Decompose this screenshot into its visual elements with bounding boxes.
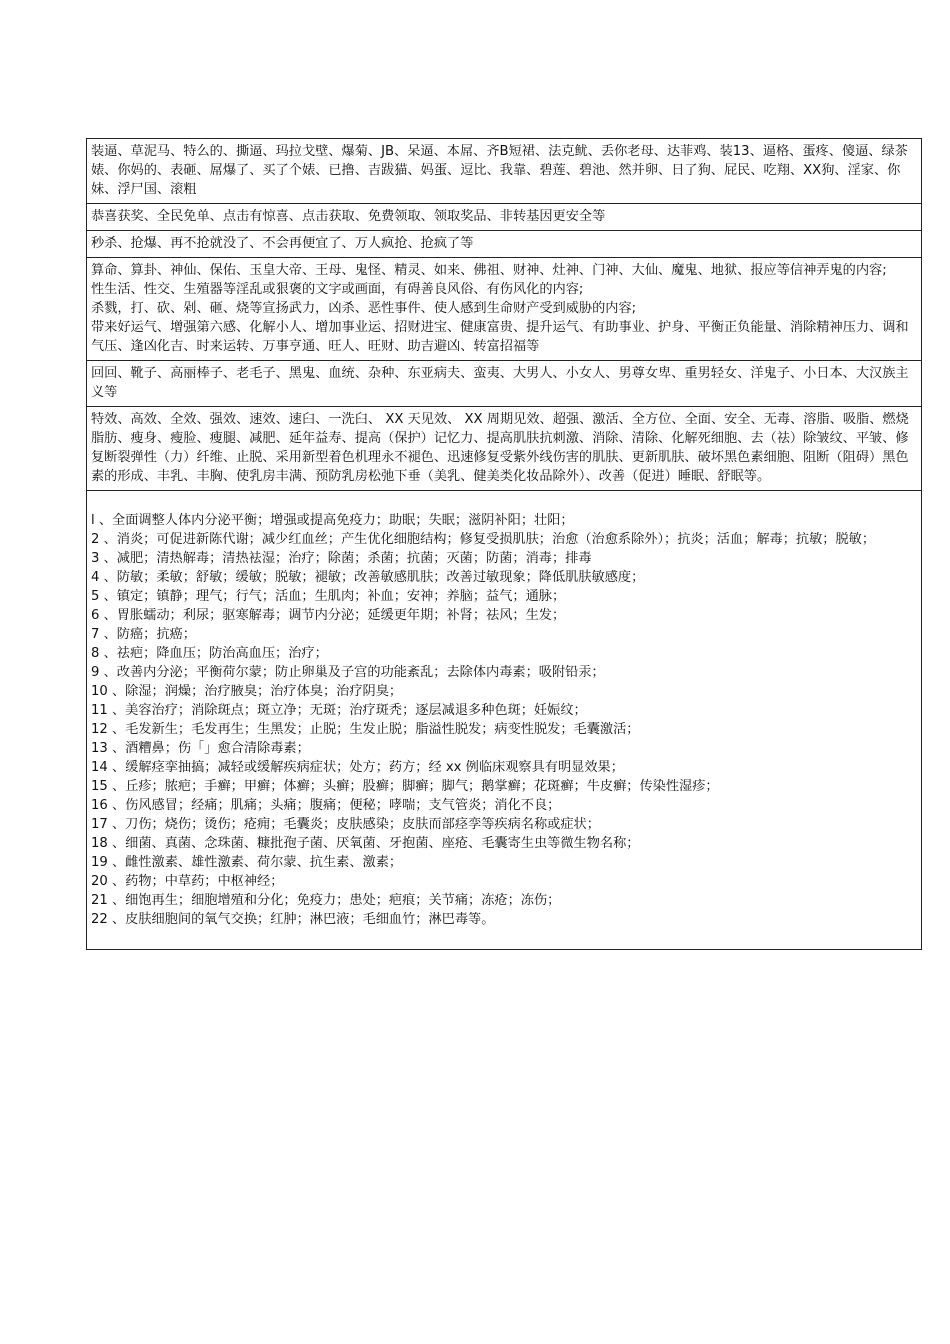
- row-text: 杀戮，打、砍、剁、砸、烧等宣扬武力，凶杀、恶性事件、使人感到生命财产受到威胁的内容;: [91, 301, 637, 316]
- row-text: 16 、伤风感冒；经痛；肌痛；头痛；腹痛；便秘；哮喘；支气管炎；消化不良；: [91, 798, 561, 813]
- table-row: [87, 407, 921, 491]
- row-text: 性生活、性交、生殖器等淫乱或狠褒的文字或画面，有碍善良风俗、有伤风化的内容;: [91, 282, 584, 297]
- row-text: 18 、细菌、真菌、念珠菌、糠批孢子菌、厌氧菌、牙抱菌、座疮、毛囊寄生虫等微生物名称；: [91, 836, 640, 851]
- table-row: [87, 361, 921, 407]
- row-text: 回回、靴子、高丽棒子、老毛子、黑鬼、血统、杂种、东亚病夫、蛮夷、大男人、小女人、男尊女卑、重男轻女、洋鬼子、小日本、大汉族主义等: [91, 366, 909, 400]
- row-text: 算命、算卦、神仙、保佑、玉皇大帝、王母、鬼怪、精灵、如来、佛祖、财神、灶神、门神、大仙、魔鬼、地狱、报应等信神弄鬼的内容;: [91, 263, 887, 278]
- row-text: 20 、药物；中草药；中枢神经；: [91, 874, 284, 889]
- row-text: 11 、美容治疗；消除斑点；斑立净；无斑；治疗斑秃；逐层减退多种色斑；妊娠纹；: [91, 703, 587, 718]
- row-text: 19 、雌性激素、雄性激素、荷尔蒙、抗生素、激素；: [91, 855, 403, 870]
- row-text: 14 、缓解痉挛抽搞；减轻或缓解疾病症状；处方；药方；经 xx 例临床观察具有明显效果；: [91, 760, 624, 775]
- row-text: 17 、刀伤；烧伤；烫伤；疮痈；毛囊炎；皮肤感染；皮肤而部痉孪等疾病名称或症状；: [91, 817, 600, 832]
- banned-words-table: [86, 138, 922, 950]
- table-row: [87, 231, 921, 258]
- row-text: 特效、高效、全效、强效、速效、速臼、一洗臼、 XX 天见效、 XX 周期见效、超强、激活、全方位、全面、安全、无毒、溶脂、吸脂、燃烧脂肪、瘦身、瘦脸、瘦腿、减肥、延年益寿、提高（保护）记忆力、提高肌肤抗刺激、消除、清除、化解死细胞、去（祛）除皱纹、平皱、修复断裂弹性（力）纤维、止脱、采用新型着色机理永不褪色、迅速修复受紫外线伤害的肌肤、更新肌肤、破坏黑色素细胞、阻断（阻碍）黑色素的形成、丰乳、丰胸、使乳房丰满、预防乳房松弛下垂（美乳、健美类化妆品除外）、改善（促进）睡眠、舒眠等。: [91, 412, 909, 484]
- row-text: 装逼、草泥马、特么的、撕逼、玛拉戈壁、爆菊、JB、呆逼、本屌、齐B短裙、法克鱿、丢你老母、达菲鸡、装13、逼格、蛋疼、傻逼、绿茶婊、你妈的、表砸、屌爆了、买了个婊、已撸、吉跋猫、妈蛋、逗比、我靠、碧莲、碧池、然并卵、日了狗、屁民、吃翔、XX狗、淫家、你妹、浮尸国、滚粗: [91, 144, 908, 197]
- row-text: 21 、细饱再生；细胞增殖和分化；免疫力；患处；疤痕；关节痛；冻疮；冻伤；: [91, 893, 561, 908]
- row-text: 3 、减肥；清热解毒；清热袪湿；治疗；除菌；杀菌；抗菌；灭菌；防菌；消毒；排毒: [91, 551, 592, 566]
- row-text: 22 、皮肤细胞间的氧气交换；红肿；淋巴液；毛细血竹；淋巴毒等。: [91, 912, 495, 927]
- row-text: 9 、改善内分泌；平衡荷尔蒙；防止卵巢及子宫的功能紊乱；去除体内毒素；吸附铅汞；: [91, 665, 605, 680]
- row-text: 7 、防癌；抗癌；: [91, 627, 196, 642]
- row-text: 8 、祛疤；降血压；防治高血压；治疗；: [91, 646, 328, 661]
- row-text: 12 、毛发新生；毛发再生；生黑发；止脱；生发止脱；脂溢性脱发；病变性脱发；毛囊激活；: [91, 722, 640, 737]
- row-text: 恭喜获奖、全民免单、点击有惊喜、点击获取、免费领取、领取奖品、非转基因更安全等: [91, 209, 606, 224]
- row-text: 2 、消炎；可促进新陈代谢；减少红血丝；产生优化细胞结构；修复受损肌肤；治愈（治愈系除外）；抗炎；活血；解毒；抗敏；脱敏；: [91, 532, 876, 547]
- table-row: [87, 139, 921, 204]
- row-text: 10 、除湿；润燥；治疗腋臭；治疗体臭；治疗阴臭；: [91, 684, 403, 699]
- table-row: [87, 204, 921, 231]
- row-text: 13 、酒糟鼻；伤「」愈合清除毒素；: [91, 741, 310, 756]
- row-text: 5 、镇定；镇静；理气；行气；活血；生肌肉；补血；安神；养脑；益气；通脉；: [91, 589, 566, 604]
- table-row: [87, 258, 921, 361]
- row-text: 秒杀、抢爆、再不抢就没了、不会再便宜了、万人疯抢、抢疯了等: [91, 236, 474, 251]
- row-text: l 、全面调整人体内分泌平衡；增强或提高免疫力；助眠；失眠；滋阴补阳；壮阳；: [91, 513, 574, 528]
- row-text: 4 、防敏；柔敏；舒敏；缓敏；脱敏；褪敏；改善敏感肌肤；改善过敏现象；降低肌肤敏感度；: [91, 570, 645, 585]
- row-text: 带来好运气、增强第六感、化解小人、增加事业运、招财进宝、健康富贵、提升运气、有助事业、护身、平衡正负能量、消除精神压力、调和气压、逢凶化吉、时来运转、万事亨通、旺人、旺财、助吉避凶、转富招福等: [91, 320, 909, 354]
- table-row: [87, 491, 921, 949]
- row-text: 6 、胃胀蠕动；利尿；驱寒解毒；调节内分泌；延缓更年期；补肾；祛风；生发；: [91, 608, 566, 623]
- row-text: 15 、丘疹；脓疤；手癣；甲癣；体癣；头癣；股癣；脚癣；脚气；鹅掌癣；花斑癣；牛皮癣；传染性湿疹；: [91, 779, 719, 794]
